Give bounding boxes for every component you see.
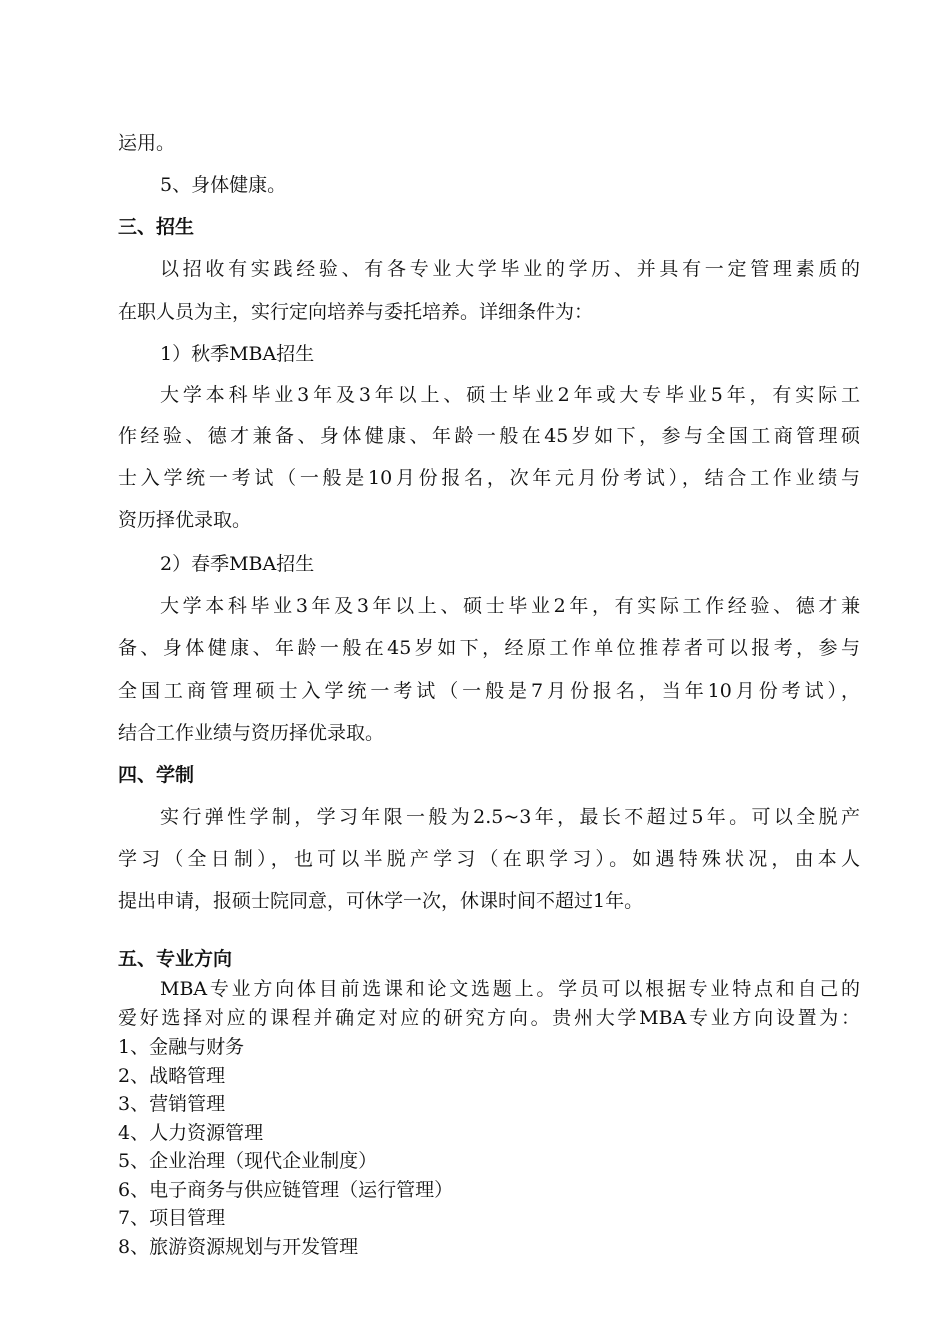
spring-enrollment-title: 2）春季MBA招生 [160, 553, 315, 575]
enrollment-intro-line-1: 以招收有实践经验、有各专业大学毕业的学历、并具有一定管理素质的 [160, 258, 860, 280]
specialization-item: 1、金融与财务 [118, 1036, 245, 1058]
paragraph-tail: 运用。 [118, 132, 176, 154]
spring-enrollment-line-3: 全国工商管理硕士入学统一考试（一般是7月份报名，当年10月份考试）， [118, 680, 860, 702]
study-period-line-3: 提出申请，报硕士院同意，可休学一次，休课时间不超过1年。 [118, 890, 644, 912]
specialization-item: 7、项目管理 [118, 1207, 226, 1229]
specialization-item: 5、企业治理（现代企业制度） [118, 1150, 378, 1172]
section-heading-enrollment: 三、招生 [118, 216, 195, 238]
spring-enrollment-line-4: 结合工作业绩与资历择优录取。 [118, 722, 385, 744]
specialization-line-2: 爱好选择对应的课程并确定对应的研究方向。贵州大学MBA专业方向设置为： [118, 1007, 860, 1029]
autumn-enrollment-title: 1）秋季MBA招生 [160, 343, 315, 365]
autumn-enrollment-line-3: 士入学统一考试（一般是10月份报名，次年元月份考试），结合工作业绩与 [118, 467, 860, 489]
section-heading-specialization: 五、专业方向 [118, 948, 233, 970]
study-period-line-2: 学习（全日制），也可以半脱产学习（在职学习）。如遇特殊状况，由本人 [118, 848, 860, 870]
enrollment-intro-line-2: 在职人员为主，实行定向培养与委托培养。详细条件为： [118, 301, 594, 323]
specialization-item: 2、战略管理 [118, 1065, 226, 1087]
autumn-enrollment-line-2: 作经验、德才兼备、身体健康、年龄一般在45岁如下，参与全国工商管理硕 [118, 425, 860, 447]
specialization-item: 6、电子商务与供应链管理（运行管理） [118, 1179, 454, 1201]
spring-enrollment-line-1: 大学本科毕业3年及3年以上、硕士毕业2年，有实际工作经验、德才兼 [160, 595, 860, 617]
study-period-line-1: 实行弹性学制，学习年限一般为2.5~3年，最长不超过5年。可以全脱产 [160, 806, 860, 828]
spring-enrollment-line-2: 备、身体健康、年龄一般在45岁如下，经原工作单位推荐者可以报考，参与 [118, 637, 860, 659]
specialization-item: 8、旅游资源规划与开发管理 [118, 1236, 359, 1258]
autumn-enrollment-line-1: 大学本科毕业3年及3年以上、硕士毕业2年或大专毕业5年，有实际工 [160, 384, 860, 406]
specialization-item: 4、人力资源管理 [118, 1122, 264, 1144]
section-heading-study-period: 四、学制 [118, 764, 195, 786]
requirement-item-5: 5、身体健康。 [160, 174, 287, 196]
specialization-line-1: MBA专业方向体目前选课和论文选题上。学员可以根据专业特点和自己的 [160, 978, 860, 1000]
specialization-item: 3、营销管理 [118, 1093, 226, 1115]
autumn-enrollment-line-4: 资历择优录取。 [118, 509, 252, 531]
